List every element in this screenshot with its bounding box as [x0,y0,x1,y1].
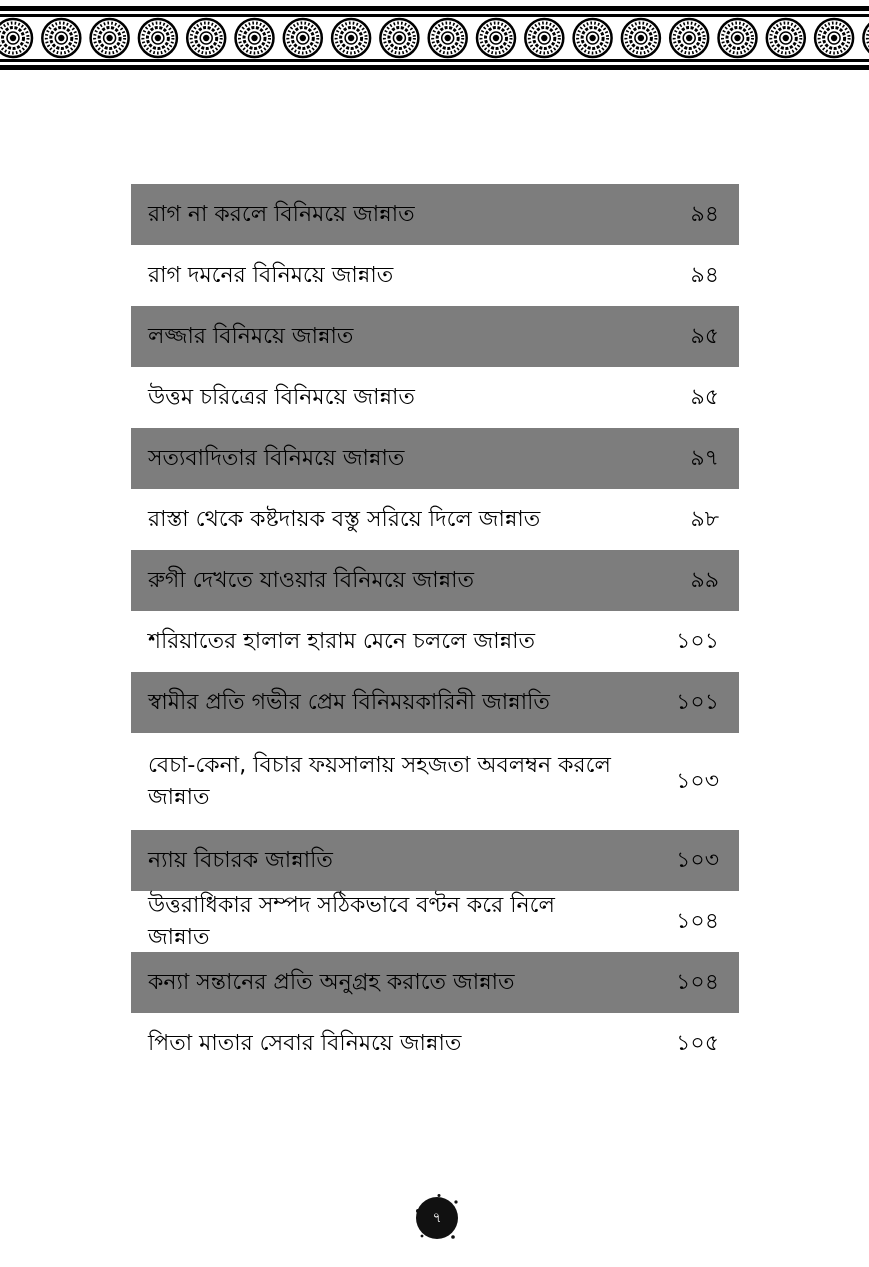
medallion-ornament [670,19,708,57]
medallion-ornament [429,19,467,57]
page-number: ৭ [432,1210,442,1226]
medallion-ornament [815,19,853,57]
toc-row[interactable] [131,952,739,1013]
toc-row[interactable] [131,830,739,891]
toc-row[interactable] [131,891,739,952]
toc-page: ৯৪ [690,201,719,227]
toc-page: ১০১ [676,628,719,654]
toc-row[interactable] [131,428,739,489]
medallion-ornament [284,19,322,57]
toc-title: কন্যা সন্তানের প্রতি অনুগ্রহ করাতে জান্নাত [148,969,515,995]
toc-title: সত্যবাদিতার বিনিময়ে জান্নাত [148,445,405,471]
page-number-badge [413,1193,461,1243]
toc-page: ৯৪ [690,262,719,288]
medallion-ornament [332,19,370,57]
medallion-ornament [574,19,612,57]
medallion-ornament [0,19,32,57]
toc-title: স্বামীর প্রতি গভীর প্রেম বিনিময়কারিনী জান্নাতি [148,689,550,715]
toc-title: রুগী দেখতে যাওয়ার বিনিময়ে জান্নাত [148,567,475,593]
toc-title: শরিয়াতের হালাল হারাম মেনে চললে জান্নাত [148,628,536,654]
medallion-ornament [767,19,805,57]
medallion-ornament [863,19,869,57]
toc-title: উত্তম চরিত্রের বিনিময়ে জান্নাত [148,384,415,410]
medallion-ornament [477,19,515,57]
toc-row[interactable] [131,245,739,306]
toc-page: ১০৩ [676,768,719,794]
toc-row[interactable] [131,611,739,672]
toc-page: ১০৪ [676,908,719,934]
toc-row[interactable] [131,672,739,733]
toc-page: ৯৯ [690,567,719,593]
toc-row[interactable] [131,550,739,611]
toc-title: রাগ না করলে বিনিময়ে জান্নাত [148,201,415,227]
toc-title: উত্তরাধিকার সম্পদ সঠিকভাবে বণ্টন করে নিলে জান্নাত [148,892,555,950]
toc-title: পিতা মাতার সেবার বিনিময়ে জান্নাত [148,1030,462,1056]
medallion-ornament [139,19,177,57]
table-of-contents [131,184,739,1074]
toc-title: রাগ দমনের বিনিময়ে জান্নাত [148,262,394,288]
toc-title: লজ্জার বিনিময়ে জান্নাত [148,323,354,349]
toc-page: ৯৭ [690,445,719,471]
toc-page: ১০৪ [676,969,719,995]
toc-row[interactable] [131,1013,739,1074]
medallion-ornament [187,19,225,57]
toc-row[interactable] [131,306,739,367]
toc-page: ৯৫ [690,384,719,410]
medallion-ornament [91,19,129,57]
toc-row[interactable] [131,367,739,428]
decorative-border [0,0,869,80]
medallion-ornament [622,19,660,57]
toc-row[interactable] [131,184,739,245]
ornament-band [0,0,869,80]
toc-page: ৯৫ [690,323,719,349]
toc-page: ১০৩ [676,847,719,873]
medallion-ornament [525,19,563,57]
medallion-ornament [380,19,418,57]
toc-page: ৯৮ [690,506,719,532]
toc-page: ১০৫ [676,1030,719,1056]
toc-title: বেচা-কেনা, বিচার ফয়সালায় সহজতা অবলম্বন করলে জান্নাত [148,752,611,810]
toc-row[interactable] [131,489,739,550]
toc-page: ১০১ [676,689,719,715]
medallion-ornament [42,19,80,57]
medallion-ornament [719,19,757,57]
toc-title: ন্যায় বিচারক জান্নাতি [148,847,333,873]
toc-title: রাস্তা থেকে কষ্টদায়ক বস্তু সরিয়ে দিলে জান্নাত [148,506,541,532]
medallion-ornament [236,19,274,57]
toc-row[interactable] [131,733,739,830]
